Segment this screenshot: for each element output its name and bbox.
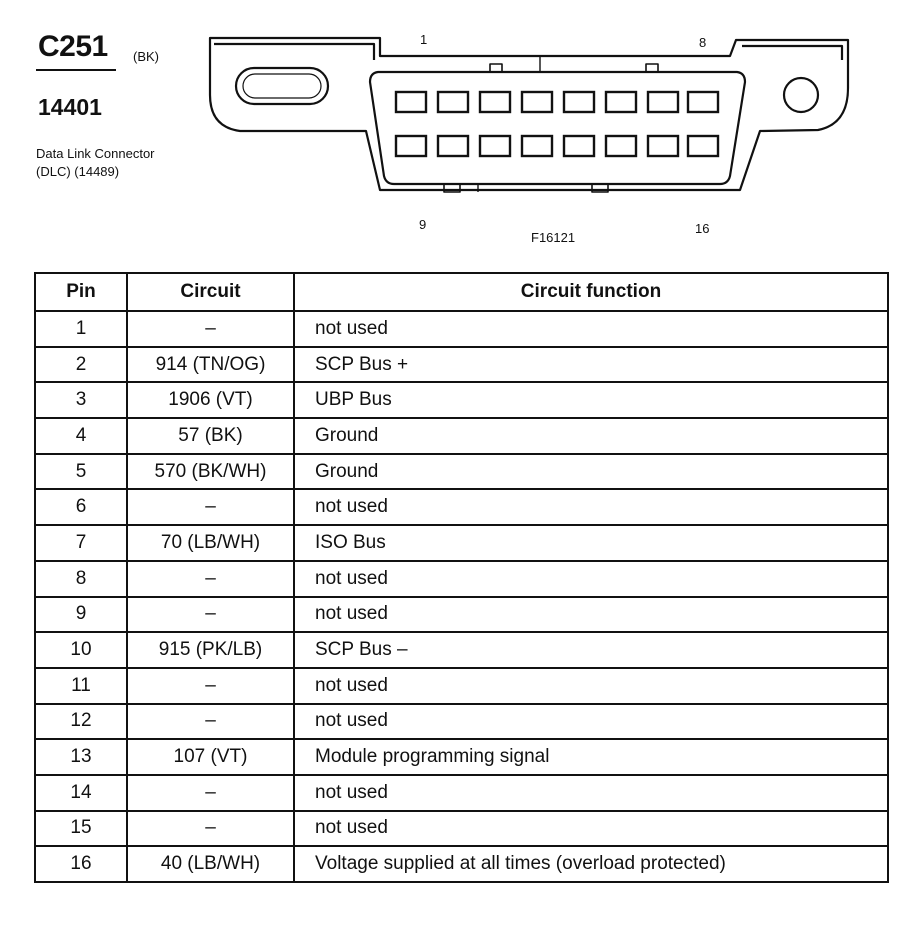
circuit-cell: 57 (BK) [127, 418, 294, 454]
circuit-cell: – [127, 311, 294, 347]
pin-face [370, 72, 745, 184]
pin-table-body [35, 311, 888, 882]
table-row [35, 775, 888, 811]
right-mounting-hole [784, 78, 818, 112]
pin-cell: 4 [35, 418, 127, 454]
circuit-cell: 107 (VT) [127, 739, 294, 775]
pin-cell: 10 [35, 632, 127, 668]
circuit-cell: 70 (LB/WH) [127, 525, 294, 561]
connector-color: (BK) [133, 49, 159, 64]
pin-cell: 13 [35, 739, 127, 775]
pin-cell: 8 [35, 561, 127, 597]
function-cell: not used [294, 668, 888, 704]
table-row [35, 739, 888, 775]
function-cell: not used [294, 597, 888, 633]
circuit-cell: 915 (PK/LB) [127, 632, 294, 668]
circuit-cell: – [127, 704, 294, 740]
part-number: 14401 [38, 94, 102, 120]
pin-cell: 16 [35, 846, 127, 882]
table-row [35, 489, 888, 525]
circuit-cell: – [127, 775, 294, 811]
table-row [35, 347, 888, 383]
pin-label-8: 8 [699, 35, 707, 50]
circuit-cell: – [127, 811, 294, 847]
connector-housing [210, 38, 848, 190]
pin-cell: 11 [35, 668, 127, 704]
table-row [35, 454, 888, 490]
table-row [35, 846, 888, 882]
pin-cell: 7 [35, 525, 127, 561]
connector-code: C251 [38, 30, 108, 63]
pin-label-9: 9 [419, 217, 427, 232]
pin-cell: 6 [35, 489, 127, 525]
description-line-2: (DLC) (14489) [36, 164, 120, 179]
pin-cell: 1 [35, 311, 127, 347]
circuit-cell: – [127, 597, 294, 633]
function-cell: not used [294, 704, 888, 740]
description-line-1: Data Link Connector [36, 146, 155, 161]
pin-label-16: 16 [695, 221, 710, 236]
circuit-cell: – [127, 489, 294, 525]
function-cell: not used [294, 775, 888, 811]
header-function: Circuit function [294, 273, 888, 311]
connector-drawing [0, 0, 910, 260]
pin-cell: 2 [35, 347, 127, 383]
circuit-cell: 40 (LB/WH) [127, 846, 294, 882]
function-cell: not used [294, 311, 888, 347]
table-row [35, 632, 888, 668]
pin-row-top [396, 92, 718, 112]
function-cell: not used [294, 561, 888, 597]
circuit-cell: 1906 (VT) [127, 382, 294, 418]
table-row [35, 418, 888, 454]
pin-cell: 12 [35, 704, 127, 740]
pin-table [34, 272, 889, 883]
top-key-right [646, 64, 658, 72]
table-row [35, 597, 888, 633]
pin-cell: 5 [35, 454, 127, 490]
table-row [35, 311, 888, 347]
table-row [35, 668, 888, 704]
pin-label-1: 1 [420, 32, 428, 47]
header-pin: Pin [35, 273, 127, 311]
table-row [35, 525, 888, 561]
pin-cell: 14 [35, 775, 127, 811]
circuit-cell: – [127, 561, 294, 597]
table-header-row [35, 273, 888, 311]
function-cell: Ground [294, 418, 888, 454]
top-key-left [490, 64, 502, 72]
function-cell: SCP Bus + [294, 347, 888, 383]
pin-cell: 15 [35, 811, 127, 847]
function-cell: Module programming signal [294, 739, 888, 775]
right-ear-inner-line [742, 46, 842, 60]
table-row [35, 811, 888, 847]
function-cell: not used [294, 489, 888, 525]
function-cell: SCP Bus – [294, 632, 888, 668]
header-circuit: Circuit [127, 273, 294, 311]
circuit-cell: 914 (TN/OG) [127, 347, 294, 383]
table-row [35, 561, 888, 597]
pin-cell: 9 [35, 597, 127, 633]
figure-id: F16121 [531, 230, 576, 245]
pin-cell: 3 [35, 382, 127, 418]
circuit-cell: – [127, 668, 294, 704]
function-cell: ISO Bus [294, 525, 888, 561]
function-cell: Voltage supplied at all times (overload protected) [294, 846, 888, 882]
function-cell: UBP Bus [294, 382, 888, 418]
table-row [35, 382, 888, 418]
pin-row-bottom [396, 136, 718, 156]
function-cell: Ground [294, 454, 888, 490]
left-ear-inner-line [214, 44, 374, 60]
function-cell: not used [294, 811, 888, 847]
table-row [35, 704, 888, 740]
circuit-cell: 570 (BK/WH) [127, 454, 294, 490]
